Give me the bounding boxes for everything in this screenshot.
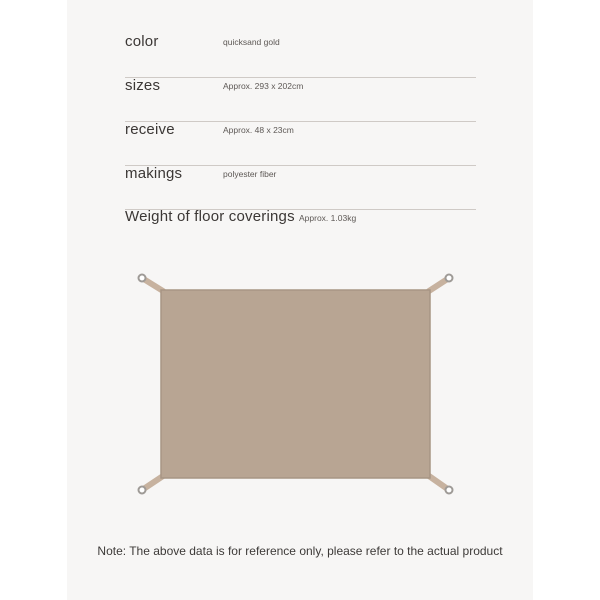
spec-value: Approx. 48 x 23cm xyxy=(223,125,294,135)
spec-row-makings xyxy=(125,165,476,210)
spec-row-weight xyxy=(125,208,476,252)
grommet-icon xyxy=(446,275,453,282)
spec-label: sizes xyxy=(125,77,161,94)
spec-row-sizes xyxy=(125,77,476,122)
spec-label: receive xyxy=(125,121,175,138)
spec-value: polyester fiber xyxy=(223,169,277,179)
spec-label: color xyxy=(125,33,159,50)
reference-note: Note: The above data is for reference only, please refer to the actual product xyxy=(97,544,503,558)
grommet-icon xyxy=(139,487,146,494)
spec-label: Weight of floor coverings xyxy=(125,208,295,225)
spec-row-color xyxy=(125,33,476,78)
grommet-icon xyxy=(446,487,453,494)
spec-row-receive xyxy=(125,121,476,166)
spec-value: quicksand gold xyxy=(223,37,280,47)
spec-value: Approx. 1.03kg xyxy=(299,213,357,223)
grommet-icon xyxy=(139,275,146,282)
spec-value: Approx. 293 x 202cm xyxy=(223,81,304,91)
spec-label: makings xyxy=(125,165,183,182)
floor-mat-image xyxy=(132,268,462,496)
mat-body xyxy=(161,290,430,478)
